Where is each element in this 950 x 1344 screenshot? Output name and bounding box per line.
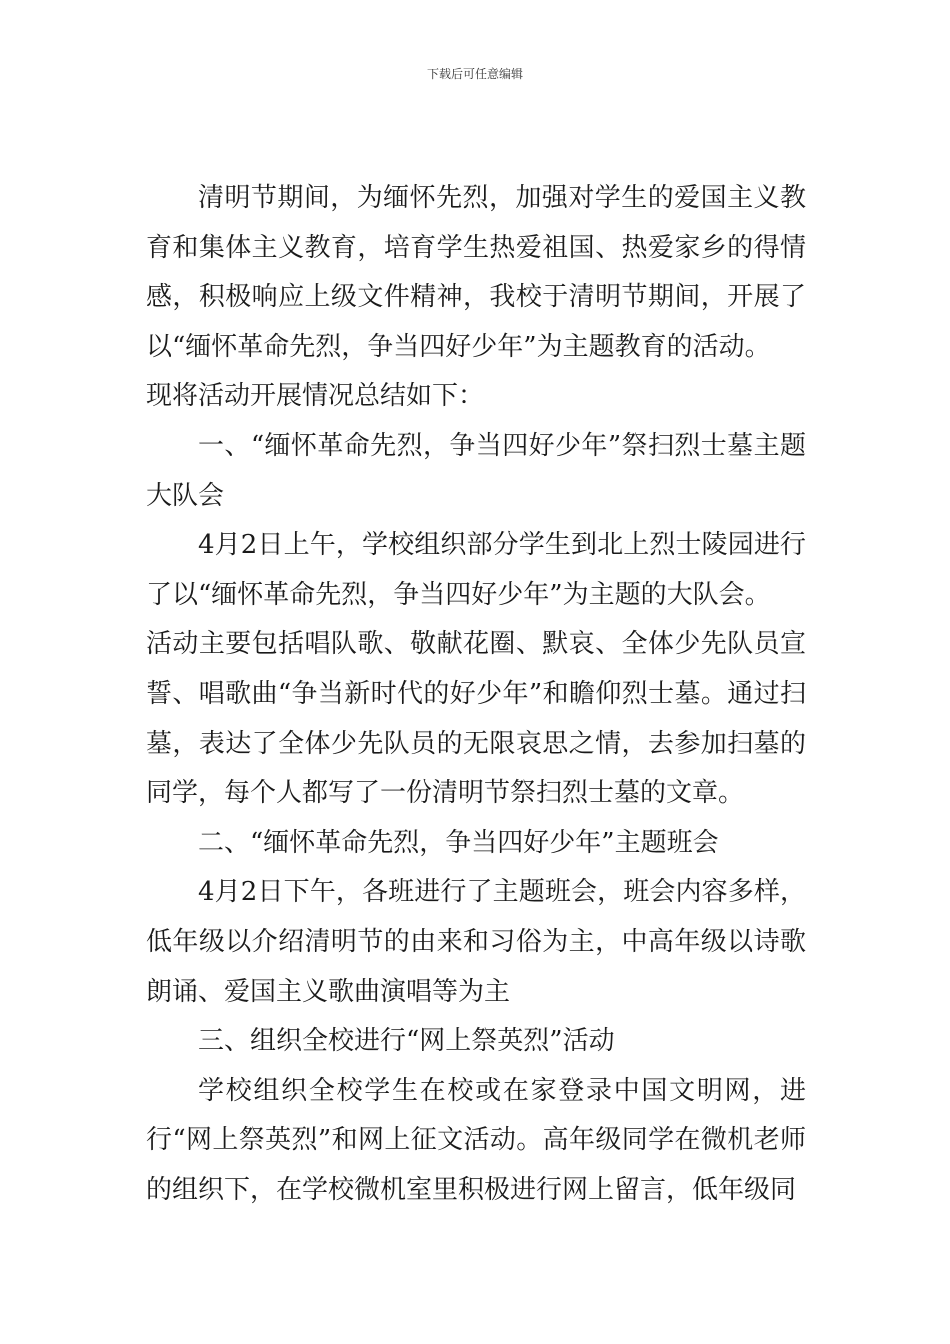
section-heading-2: 二、“缅怀革命先烈，争当四好少年”主题班会 (198, 827, 719, 858)
document-body (146, 174, 806, 1215)
page-header-note: 下载后可任意编辑 (426, 67, 523, 81)
section-2-paragraph: 4月2日下午，各班进行了主题班会，班会内容多样，低年级以介绍清明节的由来和习俗为主，中高年级以诗歌朗诵、爱国主义歌曲演唱等为主 (146, 877, 806, 1007)
section-1-paragraph-1: 4月2日上午，学校组织部分学生到北上烈士陵园进行了以“缅怀革命先烈，争当四好少年”为主题的大队会。 (146, 530, 806, 610)
summary-lead-paragraph: 现将活动开展情况总结如下： (146, 381, 485, 412)
section-heading-1: 一、“缅怀革命先烈，争当四好少年”祭扫烈士墓主题大队会 (146, 430, 806, 511)
section-3-paragraph: 学校组织全校学生在校或在家登录中国文明网，进行“网上祭英烈”和网上征文活动。高年级同学在微机老师的组织下，在学校微机室里积极进行网上留言，低年级同 (146, 1075, 806, 1205)
section-heading-3: 三、组织全校进行“网上祭英烈”活动 (198, 1026, 615, 1057)
section-1-paragraph-2: 活动主要包括唱队歌、敬献花圈、默哀、全体少先队员宣誓、唱歌曲“争当新时代的好少年”和瞻仰烈士墓。通过扫墓，表达了全体少先队员的无限哀思之情，去参加扫墓的同学，每个人都写了一份清明节祭扫烈士墓的文章。 (146, 629, 806, 809)
intro-paragraph: 清明节期间，为缅怀先烈，加强对学生的爱国主义教育和集体主义教育，培育学生热爱祖国、热爱家乡的得情感，积极响应上级文件精神，我校于清明节期间，开展了以“缅怀革命先烈，争当四好少年”为主题教育的活动。 (146, 183, 806, 362)
